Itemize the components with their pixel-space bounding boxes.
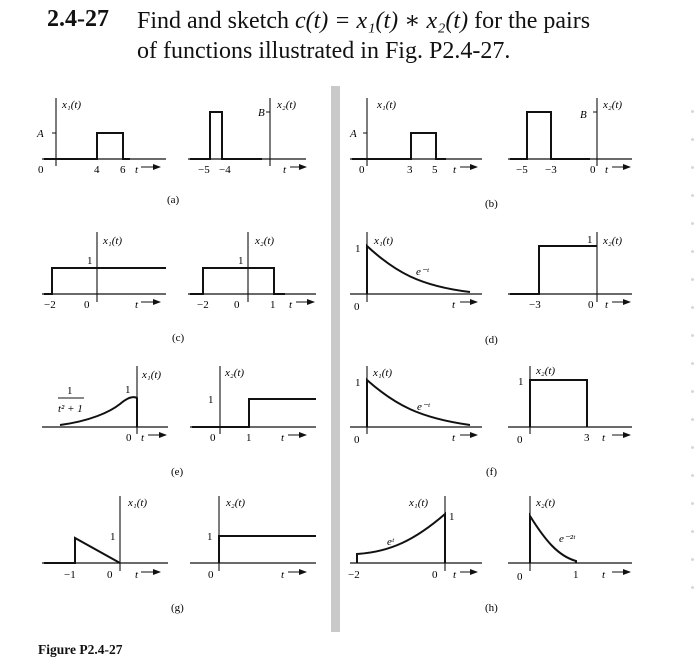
- panel-a: [36, 98, 306, 206]
- panel-b-x1-plot: [350, 98, 482, 167]
- panel-e-x2-tick: 0: [210, 432, 216, 444]
- panel-b-x1-label: x₁(t): [377, 99, 397, 111]
- panel-a-x2-label: x₂(t): [277, 99, 297, 111]
- panel-f-x1-amp: 1: [355, 377, 361, 389]
- panel-d: [350, 232, 632, 346]
- panel-c-x1-tick: −2: [44, 299, 56, 311]
- panel-a-x1-amp: A: [37, 128, 44, 140]
- panel-a-x1-tick: 4: [94, 164, 100, 176]
- panel-e-x1-fn-den: t² + 1: [58, 403, 83, 415]
- panel-f-x1-curve: e⁻ᵗ: [417, 401, 430, 413]
- panel-f-x2-tick: 0: [517, 434, 523, 446]
- panel-a-caption: (a): [167, 194, 180, 206]
- panel-c-x2-axis-var: t: [289, 299, 293, 311]
- panel-b-x2-amp: B: [580, 109, 587, 121]
- panel-f-x2-axis-var: t: [602, 432, 606, 444]
- panel-f-x2-tick: 3: [584, 432, 590, 444]
- panel-a-x1-tick: 6: [120, 164, 126, 176]
- panel-f-x2-plot: [508, 366, 632, 435]
- panel-c-x2-plot: [188, 232, 316, 302]
- panel-a-x1-label: x₁(t): [62, 99, 82, 111]
- problem-text-post: for the pairs: [468, 8, 591, 34]
- panel-f-x1-label: x₁(t): [373, 367, 393, 379]
- panel-d-x1-amp: 1: [355, 243, 361, 255]
- panel-d-x2-tick: 0: [588, 299, 594, 311]
- panel-g-x1-tick: 0: [107, 569, 113, 581]
- panel-f-x2-label: x₂(t): [536, 365, 556, 377]
- panel-f-caption: (f): [486, 466, 497, 478]
- problem-text-line2: of functions illustrated in Fig. P2.4-27.: [137, 38, 511, 64]
- panel-b-x1-axis-var: t: [453, 164, 457, 176]
- panel-b-x1-tick: 5: [432, 164, 438, 176]
- panel-b-x1-tick: 3: [407, 164, 413, 176]
- panel-e: [42, 366, 316, 478]
- panel-f-x1-tick: 0: [354, 434, 360, 446]
- panel-c-x2-amp: 1: [238, 255, 244, 267]
- panel-c-x2-tick: −2: [197, 299, 209, 311]
- panel-c: [42, 232, 316, 344]
- panel-b-x2-tick: −3: [545, 164, 557, 176]
- panel-a-x2-amp: B: [258, 107, 265, 119]
- panel-e-x1-amp: 1: [125, 384, 131, 396]
- panel-d-x2-axis-var: t: [605, 299, 609, 311]
- panel-a-x1-tick: 0: [38, 164, 44, 176]
- panel-h-caption: (h): [485, 602, 498, 614]
- panel-c-x2-tick: 1: [270, 299, 276, 311]
- panel-e-caption: (e): [171, 466, 184, 478]
- panel-b-x2-label: x₂(t): [603, 99, 623, 111]
- panel-g-x1-tick: −1: [64, 569, 76, 581]
- convolution-formula: c(t) = x₁(t) ∗ x₂(t): [294, 8, 469, 34]
- panel-g-x1-axis-var: t: [135, 569, 139, 581]
- panel-f-x2-amp: 1: [518, 376, 524, 388]
- panel-h-x2-tick: 1: [573, 569, 579, 581]
- panel-e-x1-tick: 0: [126, 432, 132, 444]
- panel-d-x1-axis-var: t: [452, 299, 456, 311]
- panel-b-caption: (b): [485, 198, 498, 210]
- panel-h-x1-label: x₁(t): [409, 497, 429, 509]
- panel-g-x1-plot: [42, 496, 168, 572]
- panel-c-x1-label: x₁(t): [103, 235, 123, 247]
- panel-b-x2-tick: −5: [516, 164, 528, 176]
- panel-d-x1-tick: 0: [354, 301, 360, 313]
- panel-d-x2-label: x₂(t): [603, 235, 623, 247]
- panel-e-x1-label: x₁(t): [142, 369, 162, 381]
- panel-h: [348, 496, 632, 614]
- panel-e-x2-amp: 1: [208, 394, 214, 406]
- panel-d-caption: (d): [485, 334, 498, 346]
- panel-e-x1-fn-num: 1: [67, 385, 73, 397]
- panel-g: [42, 496, 316, 614]
- figure-label: Figure P2.4-27: [38, 642, 123, 657]
- page-edge-dots: [691, 110, 694, 614]
- panel-b-x1-amp: A: [350, 128, 357, 140]
- panel-f-x1-axis-var: t: [452, 432, 456, 444]
- panel-g-x2-axis-var: t: [281, 569, 285, 581]
- panel-e-x2-tick: 1: [246, 432, 252, 444]
- panel-f: [350, 365, 632, 478]
- panel-h-x1-axis-var: t: [453, 569, 457, 581]
- panel-d-x1-curve: e⁻ᵗ: [416, 266, 429, 278]
- panel-e-x2-label: x₂(t): [225, 367, 245, 379]
- panel-d-x2-tick: −3: [529, 299, 541, 311]
- panel-g-x2-amp: 1: [207, 531, 213, 543]
- panel-a-x2-tick: −5: [198, 164, 210, 176]
- panel-c-x1-axis-var: t: [135, 299, 139, 311]
- panel-c-x1-tick: 0: [84, 299, 90, 311]
- panel-b-x2-axis-var: t: [605, 164, 609, 176]
- panel-g-caption: (g): [171, 602, 184, 614]
- problem-text-pre: Find and sketch: [137, 8, 295, 34]
- panel-b-x1-tick: 0: [359, 164, 365, 176]
- panel-c-x2-label: x₂(t): [255, 235, 275, 247]
- panel-h-x2-tick: 0: [517, 571, 523, 583]
- panel-e-x2-axis-var: t: [281, 432, 285, 444]
- panel-c-x2-tick: 0: [234, 299, 240, 311]
- panel-g-x2-label: x₂(t): [226, 497, 246, 509]
- panel-a-x2-axis-var: t: [283, 164, 287, 176]
- panel-a-x1-plot: [42, 98, 166, 167]
- panel-a-x1-axis-var: t: [135, 164, 139, 176]
- panel-d-x2-amp: 1: [587, 234, 593, 246]
- panel-c-caption: (c): [172, 332, 185, 344]
- panel-h-x1-curve: eᵗ: [387, 536, 394, 548]
- panel-h-x2-curve: e⁻²ᵗ: [559, 533, 575, 545]
- panel-h-x2-axis-var: t: [602, 569, 606, 581]
- panel-d-x1-label: x₁(t): [374, 235, 394, 247]
- panel-b: [349, 98, 632, 210]
- panel-h-x1-tick: 0: [432, 569, 438, 581]
- panel-f-x1-plot: [350, 366, 482, 435]
- panel-g-x2-tick: 0: [208, 569, 214, 581]
- problem-number: 2.4-27: [47, 6, 109, 32]
- panel-b-x2-tick: 0: [590, 164, 596, 176]
- panel-h-x2-label: x₂(t): [536, 497, 556, 509]
- panel-g-x1-label: x₁(t): [128, 497, 148, 509]
- panel-a-x2-tick: −4: [219, 164, 231, 176]
- panel-e-x1-axis-var: t: [141, 432, 145, 444]
- panel-g-x1-amp: 1: [110, 531, 116, 543]
- panel-h-x1-tick: −2: [348, 569, 360, 581]
- panel-h-x1-amp: 1: [449, 511, 455, 523]
- panel-c-x1-amp: 1: [87, 255, 93, 267]
